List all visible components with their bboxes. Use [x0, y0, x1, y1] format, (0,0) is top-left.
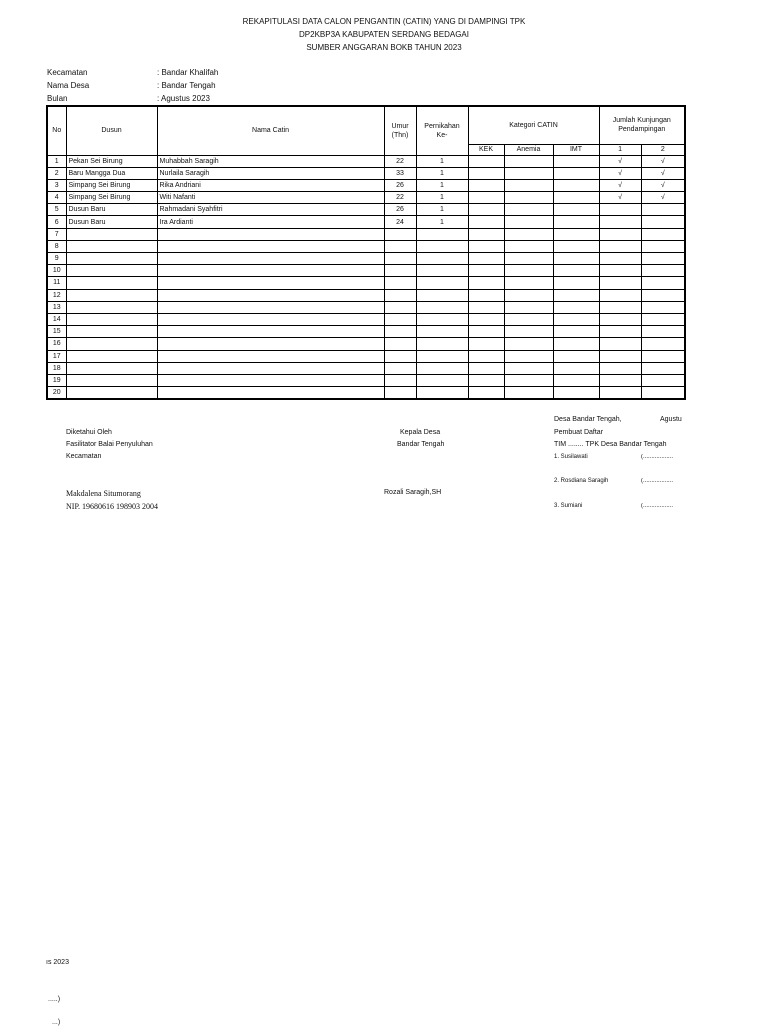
- cell-dusun: Pekan Sei Birung: [66, 155, 157, 167]
- cell-nama: Rahmadani Syahfitri: [157, 204, 384, 216]
- cell-k2: [641, 362, 685, 374]
- cell-nikah: [416, 350, 468, 362]
- cell-no: 17: [47, 350, 66, 362]
- fasilitator-nip: NIP. 19680616 198903 2004: [66, 502, 159, 511]
- cell-dusun: Dusun Baru: [66, 216, 157, 228]
- cell-imt: [553, 179, 599, 191]
- cell-imt: [553, 277, 599, 289]
- col-header-kek: KEK: [468, 144, 504, 155]
- cell-nikah: 1: [416, 179, 468, 191]
- table-row: [47, 167, 685, 179]
- cell-umur: 22: [384, 192, 416, 204]
- cell-k1: √: [599, 167, 641, 179]
- cell-imt: [553, 374, 599, 386]
- cell-anemia: [504, 289, 553, 301]
- cell-nikah: [416, 265, 468, 277]
- table-row: [47, 350, 685, 362]
- cell-nama: Muhabbah Saragih: [157, 155, 384, 167]
- cell-anemia: [504, 265, 553, 277]
- cell-dusun: [66, 228, 157, 240]
- cell-no: 4: [47, 192, 66, 204]
- cell-no: 20: [47, 387, 66, 400]
- kepala-desa-village: Bandar Tengah: [397, 441, 445, 448]
- cell-anemia: [504, 240, 553, 252]
- cell-imt: [553, 326, 599, 338]
- cell-nama: [157, 350, 384, 362]
- cell-dusun: Baru Mangga Dua: [66, 167, 157, 179]
- cell-anemia: [504, 155, 553, 167]
- cell-k1: [599, 326, 641, 338]
- cell-imt: [553, 155, 599, 167]
- cell-no: 7: [47, 228, 66, 240]
- cell-umur: [384, 253, 416, 265]
- cell-dusun: [66, 313, 157, 325]
- desa-value: : Bandar Tengah: [157, 81, 216, 90]
- cell-umur: [384, 350, 416, 362]
- cell-k2: √: [641, 179, 685, 191]
- member-1-name: 1. Susilawati: [554, 454, 588, 460]
- cell-k1: √: [599, 155, 641, 167]
- col-header-kategori: Kategori CATIN: [468, 106, 599, 144]
- cell-umur: [384, 326, 416, 338]
- cell-k1: [599, 204, 641, 216]
- table-row: [47, 362, 685, 374]
- member-2-signature: (..................: [641, 478, 674, 484]
- cell-no: 2: [47, 167, 66, 179]
- cell-k1: [599, 289, 641, 301]
- cell-k2: √: [641, 155, 685, 167]
- cell-kek: [468, 326, 504, 338]
- cell-imt: [553, 362, 599, 374]
- cell-nikah: [416, 240, 468, 252]
- cell-k2: [641, 240, 685, 252]
- table-row: [47, 155, 685, 167]
- cell-dusun: Dusun Baru: [66, 204, 157, 216]
- diketahui-label: Diketahui Oleh: [66, 429, 112, 436]
- cell-kek: [468, 155, 504, 167]
- cell-kek: [468, 313, 504, 325]
- cell-kek: [468, 301, 504, 313]
- date-partial: Agustu: [660, 416, 682, 423]
- cell-k1: [599, 387, 641, 400]
- cell-no: 6: [47, 216, 66, 228]
- cell-anemia: [504, 374, 553, 386]
- cell-anemia: [504, 313, 553, 325]
- cell-k2: [641, 350, 685, 362]
- cell-anemia: [504, 179, 553, 191]
- cell-anemia: [504, 204, 553, 216]
- cell-nama: Witi Nafanti: [157, 192, 384, 204]
- table-row: [47, 326, 685, 338]
- cell-nama: [157, 253, 384, 265]
- cell-anemia: [504, 192, 553, 204]
- pembuat-label: Pembuat Daftar: [554, 429, 604, 436]
- table-row: [47, 387, 685, 400]
- col-header-kunjungan-2: 2: [641, 144, 685, 155]
- cell-k1: [599, 277, 641, 289]
- cell-umur: 26: [384, 204, 416, 216]
- cell-imt: [553, 313, 599, 325]
- cell-dusun: [66, 253, 157, 265]
- cell-k2: [641, 374, 685, 386]
- cell-k1: √: [599, 192, 641, 204]
- cell-umur: [384, 374, 416, 386]
- cell-umur: 22: [384, 155, 416, 167]
- table-row: [47, 289, 685, 301]
- fasilitator-title: Fasilitator Balai Penyuluhan: [66, 441, 153, 448]
- cell-umur: 24: [384, 216, 416, 228]
- cell-kek: [468, 228, 504, 240]
- cell-k1: [599, 301, 641, 313]
- cell-kek: [468, 374, 504, 386]
- cell-umur: [384, 240, 416, 252]
- cell-nikah: 1: [416, 192, 468, 204]
- cell-nikah: [416, 387, 468, 400]
- cell-umur: [384, 265, 416, 277]
- cell-imt: [553, 301, 599, 313]
- bulan-label: Bulan: [47, 94, 68, 103]
- cell-k2: [641, 387, 685, 400]
- member-3-signature: (..................: [641, 503, 674, 509]
- cell-dusun: [66, 374, 157, 386]
- cell-k1: [599, 350, 641, 362]
- cell-imt: [553, 387, 599, 400]
- col-header-kunjungan: Jumlah Kunjungan Pendampingan: [599, 106, 685, 144]
- cell-anemia: [504, 326, 553, 338]
- cell-dusun: [66, 350, 157, 362]
- cell-umur: [384, 313, 416, 325]
- cell-nikah: [416, 228, 468, 240]
- cell-anemia: [504, 277, 553, 289]
- cell-nama: [157, 228, 384, 240]
- cell-nama: [157, 362, 384, 374]
- cell-imt: [553, 192, 599, 204]
- fasilitator-kecamatan: Kecamatan: [66, 453, 102, 460]
- cell-kek: [468, 338, 504, 350]
- cell-nikah: [416, 277, 468, 289]
- cell-k2: [641, 326, 685, 338]
- report-title: REKAPITULASI DATA CALON PENGANTIN (CATIN) YANG DI DAMPINGI TPK: [242, 17, 526, 26]
- cell-kek: [468, 362, 504, 374]
- col-header-imt: IMT: [553, 144, 599, 155]
- cell-nikah: [416, 253, 468, 265]
- table-row: [47, 216, 685, 228]
- table-row: [47, 253, 685, 265]
- cell-no: 10: [47, 265, 66, 277]
- cell-k2: [641, 338, 685, 350]
- cell-umur: [384, 387, 416, 400]
- table-row: [47, 204, 685, 216]
- cell-kek: [468, 167, 504, 179]
- cell-no: 19: [47, 374, 66, 386]
- cell-umur: [384, 301, 416, 313]
- cell-nikah: 1: [416, 167, 468, 179]
- col-header-umur: Umur (Thn): [384, 106, 416, 155]
- table-row: [47, 265, 685, 277]
- cell-k1: [599, 362, 641, 374]
- cell-no: 14: [47, 313, 66, 325]
- cell-nama: [157, 277, 384, 289]
- cell-anemia: [504, 167, 553, 179]
- member-3-name: 3. Sumiani: [554, 503, 583, 509]
- cell-kek: [468, 204, 504, 216]
- table-body: [47, 155, 685, 399]
- kecamatan-value: : Bandar Khalifah: [157, 68, 219, 77]
- member-2-name: 2. Rosdiana Saragih: [554, 478, 609, 484]
- cell-k1: [599, 374, 641, 386]
- cell-umur: 33: [384, 167, 416, 179]
- cell-no: 8: [47, 240, 66, 252]
- cell-k2: [641, 289, 685, 301]
- cell-dusun: [66, 301, 157, 313]
- cell-kek: [468, 240, 504, 252]
- col-header-pernikahan: Pernikahan Ke-: [416, 106, 468, 155]
- cell-k2: [641, 204, 685, 216]
- cell-nikah: 1: [416, 155, 468, 167]
- cell-k1: [599, 240, 641, 252]
- cell-nikah: [416, 326, 468, 338]
- cell-kek: [468, 179, 504, 191]
- cell-nikah: [416, 313, 468, 325]
- table-row: [47, 179, 685, 191]
- cell-kek: [468, 387, 504, 400]
- col-header-dusun: Dusun: [66, 106, 157, 155]
- cell-k1: [599, 313, 641, 325]
- cell-no: 16: [47, 338, 66, 350]
- cell-imt: [553, 289, 599, 301]
- cell-kek: [468, 265, 504, 277]
- cell-dusun: [66, 362, 157, 374]
- table-row: [47, 338, 685, 350]
- cell-anemia: [504, 387, 553, 400]
- col-header-nama: Nama Catin: [157, 106, 384, 155]
- cell-dusun: [66, 338, 157, 350]
- col-header-anemia: Anemia: [504, 144, 553, 155]
- cell-kek: [468, 289, 504, 301]
- cell-k2: [641, 313, 685, 325]
- cell-anemia: [504, 338, 553, 350]
- cell-k1: [599, 253, 641, 265]
- cell-nikah: 1: [416, 216, 468, 228]
- cell-nama: [157, 387, 384, 400]
- cell-kek: [468, 216, 504, 228]
- cell-no: 12: [47, 289, 66, 301]
- cell-no: 11: [47, 277, 66, 289]
- kepala-desa-name: Rozali Saragih,SH: [384, 489, 442, 496]
- catin-table: [46, 105, 686, 400]
- cell-nama: [157, 289, 384, 301]
- table-row: [47, 240, 685, 252]
- desa-label: Nama Desa: [47, 81, 90, 90]
- cell-kek: [468, 350, 504, 362]
- cell-anemia: [504, 253, 553, 265]
- cell-nama: [157, 265, 384, 277]
- cell-imt: [553, 350, 599, 362]
- cell-umur: [384, 338, 416, 350]
- cell-anemia: [504, 216, 553, 228]
- cell-anemia: [504, 301, 553, 313]
- cell-nikah: [416, 374, 468, 386]
- cell-umur: [384, 277, 416, 289]
- cell-umur: [384, 228, 416, 240]
- cell-k2: [641, 216, 685, 228]
- cell-anemia: [504, 350, 553, 362]
- cell-imt: [553, 253, 599, 265]
- cell-k2: [641, 265, 685, 277]
- cell-kek: [468, 192, 504, 204]
- cell-nama: Ira Ardianti: [157, 216, 384, 228]
- cell-anemia: [504, 362, 553, 374]
- col-header-kunjungan-1: 1: [599, 144, 641, 155]
- cell-k1: [599, 265, 641, 277]
- cell-k2: [641, 301, 685, 313]
- cell-nama: [157, 338, 384, 350]
- cell-imt: [553, 204, 599, 216]
- cell-dusun: [66, 387, 157, 400]
- table-row: [47, 313, 685, 325]
- cell-k1: [599, 338, 641, 350]
- member-1-signature: (..................: [641, 454, 674, 460]
- table-row: [47, 374, 685, 386]
- cell-nama: [157, 240, 384, 252]
- report-subtitle-agency: DP2KBP3A KABUPATEN SERDANG BEDAGAI: [299, 30, 469, 39]
- cell-k1: √: [599, 179, 641, 191]
- cell-nikah: [416, 362, 468, 374]
- cell-no: 5: [47, 204, 66, 216]
- cell-anemia: [504, 228, 553, 240]
- cell-dusun: [66, 289, 157, 301]
- kepala-desa-title: Kepala Desa: [400, 429, 441, 436]
- cell-k2: [641, 253, 685, 265]
- cell-nikah: [416, 301, 468, 313]
- cell-nikah: 1: [416, 204, 468, 216]
- cell-k2: [641, 277, 685, 289]
- cell-dusun: [66, 326, 157, 338]
- cell-no: 3: [47, 179, 66, 191]
- cell-nikah: [416, 338, 468, 350]
- bulan-value: : Agustus 2023: [157, 94, 210, 103]
- cell-dusun: [66, 265, 157, 277]
- cell-nama: [157, 374, 384, 386]
- cell-no: 13: [47, 301, 66, 313]
- cell-no: 1: [47, 155, 66, 167]
- cell-nama: Nurlaila Saragih: [157, 167, 384, 179]
- cell-k2: √: [641, 167, 685, 179]
- overflow-date-tail: ıs 2023: [46, 959, 69, 966]
- table-row: [47, 277, 685, 289]
- cell-imt: [553, 265, 599, 277]
- tim-label: TIM ........ TPK Desa Bandar Tengah: [554, 441, 667, 448]
- cell-imt: [553, 228, 599, 240]
- fasilitator-name: Makdalena Situmorang: [66, 489, 141, 498]
- place-date: Desa Bandar Tengah,: [554, 416, 622, 423]
- cell-no: 18: [47, 362, 66, 374]
- cell-kek: [468, 277, 504, 289]
- cell-nama: [157, 326, 384, 338]
- cell-imt: [553, 167, 599, 179]
- table-row: [47, 192, 685, 204]
- kecamatan-label: Kecamatan: [47, 68, 88, 77]
- report-subtitle-budget: SUMBER ANGGARAN BOKB TAHUN 2023: [306, 43, 462, 52]
- cell-umur: 26: [384, 179, 416, 191]
- cell-nama: [157, 313, 384, 325]
- cell-imt: [553, 338, 599, 350]
- cell-imt: [553, 240, 599, 252]
- table-row: [47, 228, 685, 240]
- cell-dusun: Simpang Sei Birung: [66, 192, 157, 204]
- cell-kek: [468, 253, 504, 265]
- cell-nama: Rika Andriani: [157, 179, 384, 191]
- cell-k2: √: [641, 192, 685, 204]
- cell-dusun: Simpang Sei Birung: [66, 179, 157, 191]
- col-header-no: No: [47, 106, 66, 155]
- overflow-dots-1: .....): [48, 996, 61, 1003]
- cell-k2: [641, 228, 685, 240]
- overflow-dots-2: ...): [52, 1019, 61, 1026]
- cell-no: 15: [47, 326, 66, 338]
- cell-k1: [599, 228, 641, 240]
- cell-nikah: [416, 289, 468, 301]
- cell-umur: [384, 289, 416, 301]
- cell-no: 9: [47, 253, 66, 265]
- cell-dusun: [66, 277, 157, 289]
- cell-umur: [384, 362, 416, 374]
- cell-dusun: [66, 240, 157, 252]
- cell-k1: [599, 216, 641, 228]
- table-row: [47, 301, 685, 313]
- cell-nama: [157, 301, 384, 313]
- cell-imt: [553, 216, 599, 228]
